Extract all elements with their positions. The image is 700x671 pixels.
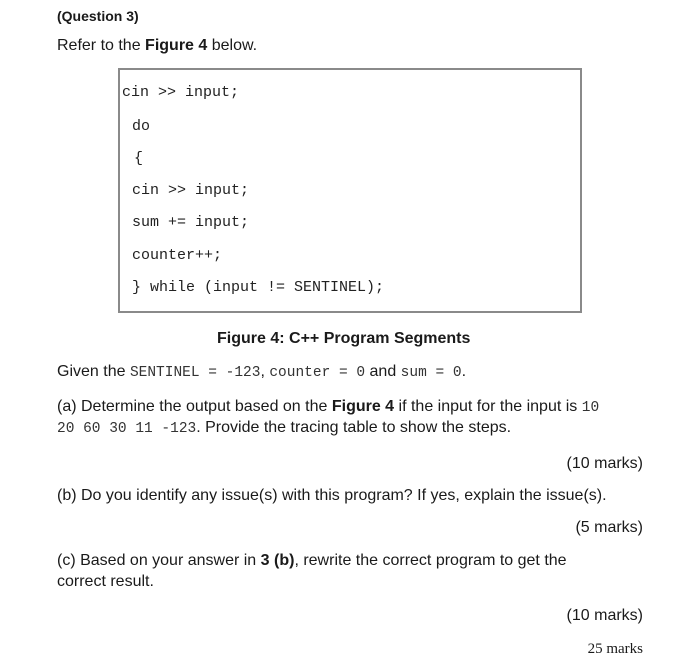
intro-text	[57, 37, 257, 55]
given-and: and	[365, 363, 401, 380]
code-line: sum += input;	[132, 214, 250, 231]
code-line: {	[134, 150, 144, 167]
part-a-marks: (10 marks)	[566, 455, 643, 472]
figure-caption: Figure 4: C++ Program Segments	[217, 330, 471, 347]
code-line: cin >> input;	[122, 84, 240, 101]
part-b-marks: (5 marks)	[575, 519, 643, 536]
part-a-values-2: 20 60 30 11 -123	[57, 421, 197, 437]
code-line: counter++;	[132, 247, 223, 264]
total-marks: 25 marks	[587, 641, 643, 657]
part-a-suffix: . Provide the tracing table to show the steps.	[196, 419, 512, 436]
code-line: cin >> input;	[132, 182, 250, 199]
part-c-ref: 3 (b)	[260, 552, 295, 569]
given-end: .	[461, 363, 467, 380]
sum-code: sum = 0	[400, 365, 462, 381]
code-figure-box	[118, 68, 582, 313]
part-a-prefix: (a) Determine the output based on the	[57, 398, 332, 415]
part-c-prefix: (c) Based on your answer in	[57, 552, 261, 569]
part-a-line2	[57, 419, 511, 437]
part-a-values-1: 10	[581, 400, 600, 416]
given-line	[57, 363, 466, 381]
intro-suffix: below.	[207, 37, 258, 54]
code-line: } while (input != SENTINEL);	[132, 279, 385, 296]
sentinel-code: SENTINEL = -123	[129, 365, 261, 381]
counter-code: counter = 0	[269, 365, 366, 381]
given-comma: ,	[260, 363, 270, 380]
part-a-middle: if the input for the input is	[394, 398, 582, 415]
part-c-suffix: , rewrite the correct program to get the	[294, 552, 567, 569]
part-b-text: (b) Do you identify any issue(s) with this program? If yes, explain the issue(s).	[57, 487, 607, 504]
intro-prefix: Refer to the	[57, 37, 146, 54]
part-c-line1	[57, 552, 567, 570]
part-a-figure-ref: Figure 4	[331, 398, 395, 415]
question-header: (Question 3)	[57, 8, 139, 24]
given-prefix: Given the	[57, 363, 130, 380]
part-c-marks: (10 marks)	[566, 607, 643, 624]
part-c-line2: correct result.	[57, 573, 154, 590]
code-line: do	[132, 118, 151, 135]
part-a-line1	[57, 398, 599, 416]
intro-figure-ref: Figure 4	[145, 37, 208, 54]
